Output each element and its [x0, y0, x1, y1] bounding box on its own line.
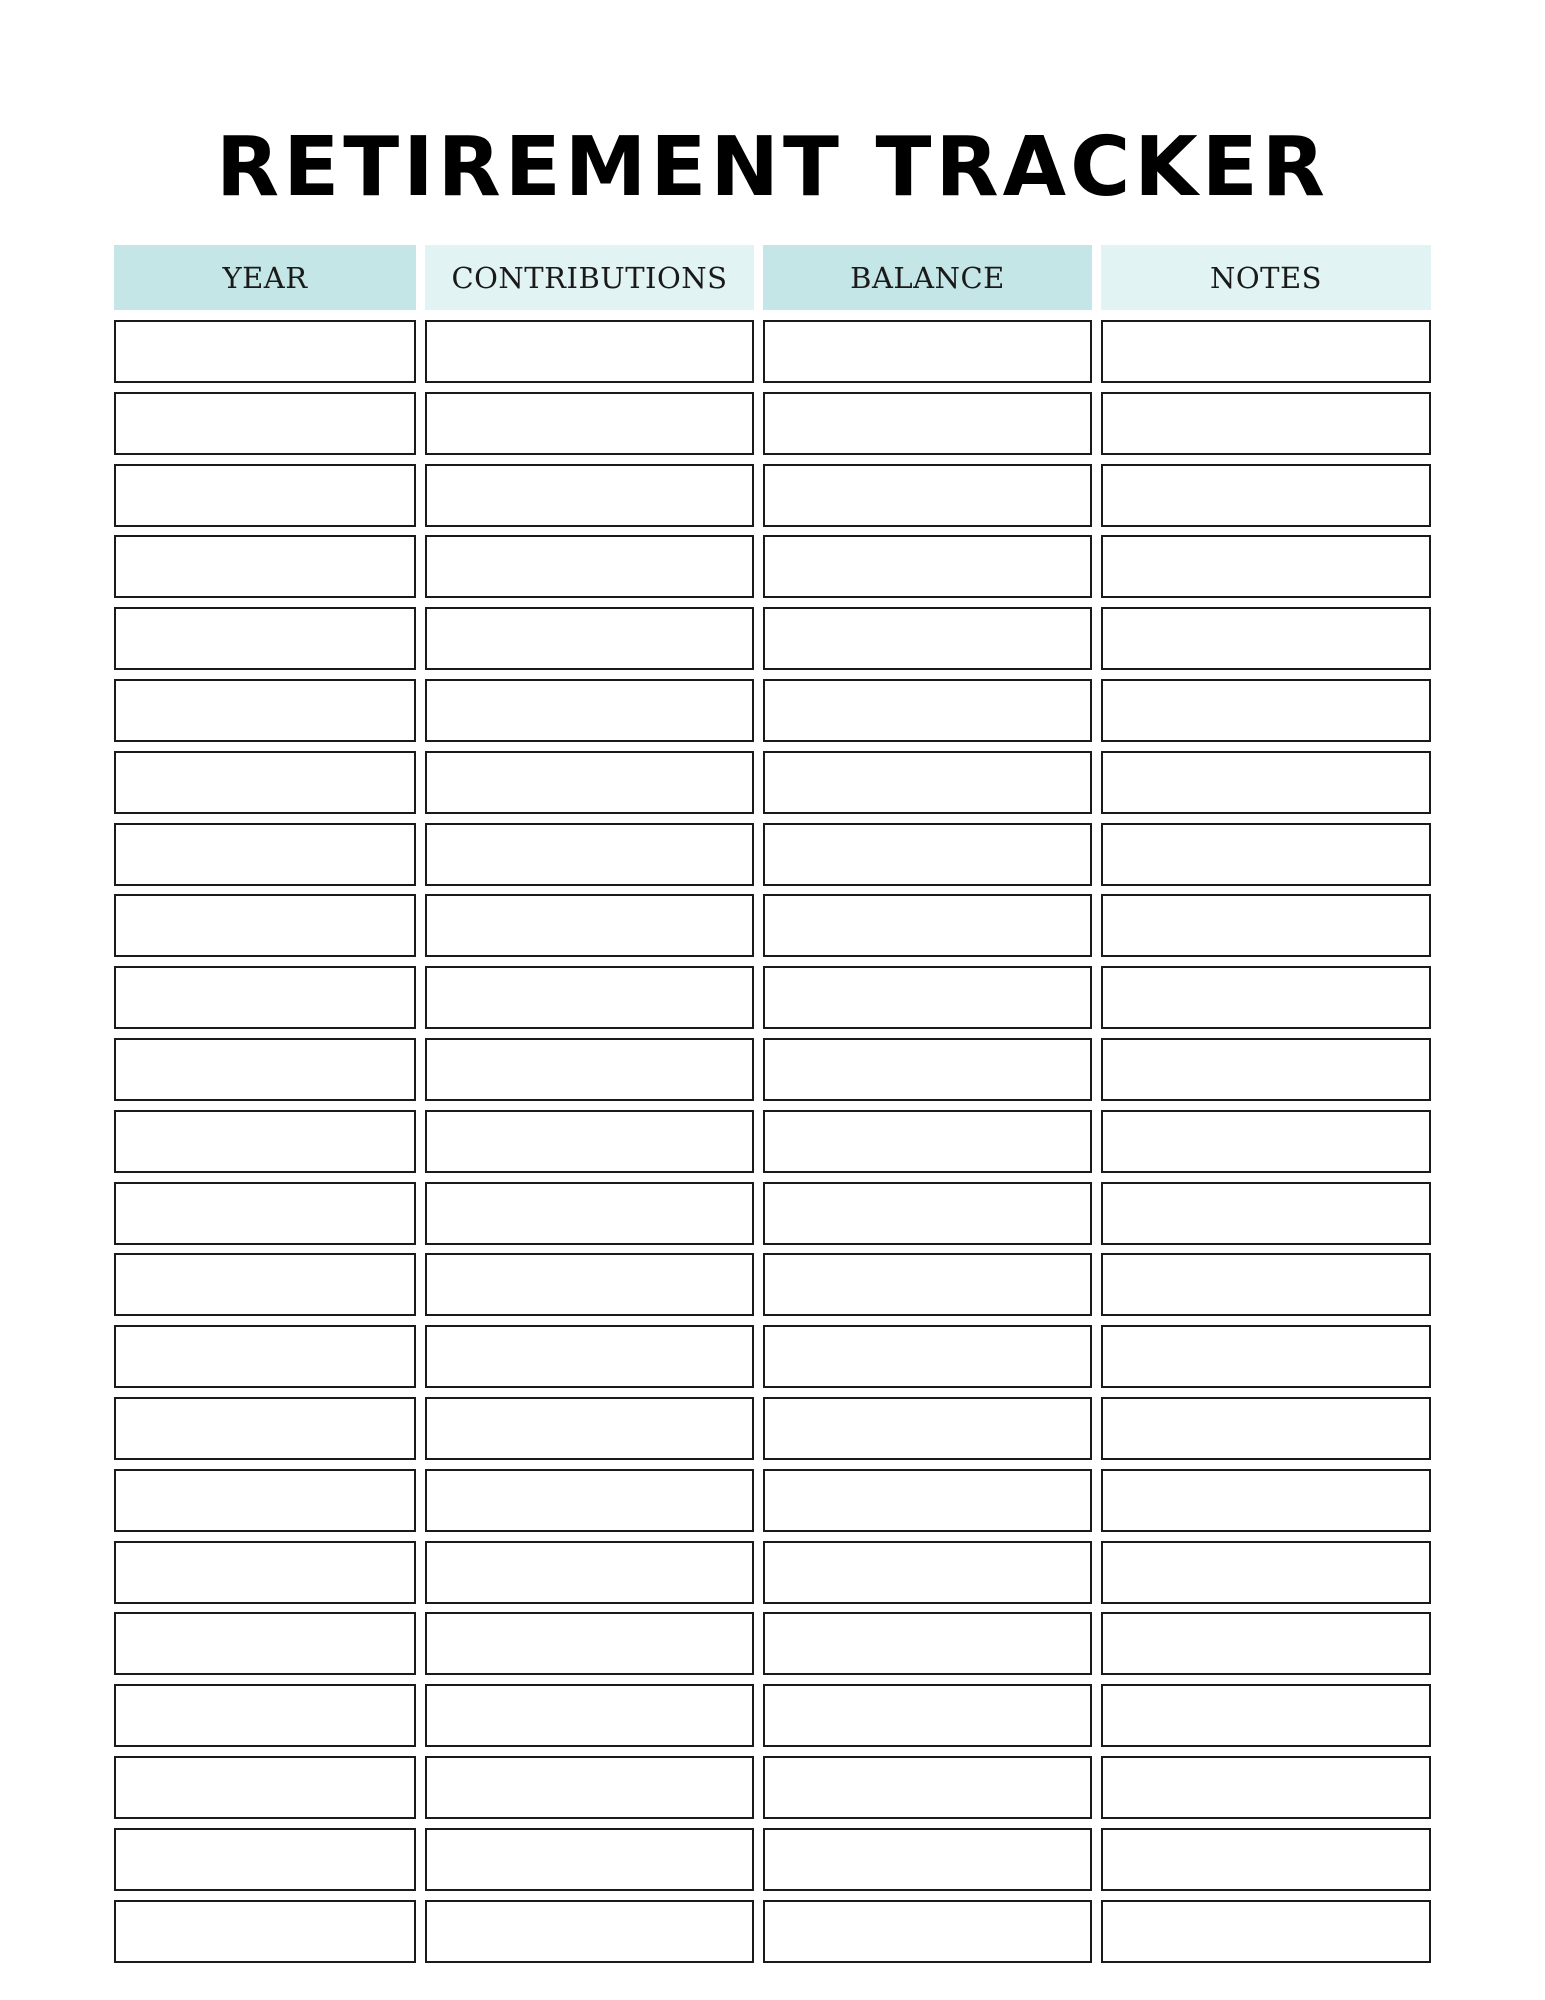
table-cell-contributions[interactable] — [425, 1253, 754, 1316]
table-cell-year[interactable] — [114, 1038, 416, 1101]
table-cell-notes[interactable] — [1101, 464, 1431, 527]
table-cell-notes[interactable] — [1101, 1038, 1431, 1101]
table-cell-balance[interactable] — [763, 1828, 1092, 1891]
table-cell-year[interactable] — [114, 1828, 416, 1891]
table-cell-contributions[interactable] — [425, 464, 754, 527]
table-cell-year[interactable] — [114, 966, 416, 1029]
table-cell-year[interactable] — [114, 1684, 416, 1747]
table-cell-year[interactable] — [114, 1182, 416, 1245]
column-header-notes: NOTES — [1101, 245, 1431, 310]
table-cell-contributions[interactable] — [425, 607, 754, 670]
table-cell-notes[interactable] — [1101, 1756, 1431, 1819]
column-header-balance: BALANCE — [763, 245, 1092, 310]
table-cell-balance[interactable] — [763, 679, 1092, 742]
table-cell-balance[interactable] — [763, 1110, 1092, 1173]
table-cell-year[interactable] — [114, 1469, 416, 1532]
table-cell-notes[interactable] — [1101, 1397, 1431, 1460]
table-cell-balance[interactable] — [763, 1469, 1092, 1532]
table-cell-balance[interactable] — [763, 823, 1092, 886]
table-cell-year[interactable] — [114, 1756, 416, 1819]
table-cell-contributions[interactable] — [425, 1469, 754, 1532]
table-cell-contributions[interactable] — [425, 1684, 754, 1747]
table-cell-contributions[interactable] — [425, 894, 754, 957]
table-cell-balance[interactable] — [763, 535, 1092, 598]
table-cell-year[interactable] — [114, 1325, 416, 1388]
table-cell-balance[interactable] — [763, 1038, 1092, 1101]
table-cell-balance[interactable] — [763, 1397, 1092, 1460]
table-cell-contributions[interactable] — [425, 1182, 754, 1245]
table-cell-notes[interactable] — [1101, 751, 1431, 814]
table-cell-contributions[interactable] — [425, 679, 754, 742]
table-cell-balance[interactable] — [763, 320, 1092, 383]
table-cell-notes[interactable] — [1101, 1253, 1431, 1316]
table-cell-notes[interactable] — [1101, 1684, 1431, 1747]
table-cell-year[interactable] — [114, 1397, 416, 1460]
table-cell-balance[interactable] — [763, 392, 1092, 455]
table-cell-contributions[interactable] — [425, 1038, 754, 1101]
table-cell-notes[interactable] — [1101, 392, 1431, 455]
table-cell-contributions[interactable] — [425, 1828, 754, 1891]
table-cell-year[interactable] — [114, 1612, 416, 1675]
table-cell-notes[interactable] — [1101, 320, 1431, 383]
table-cell-contributions[interactable] — [425, 1110, 754, 1173]
table-cell-notes[interactable] — [1101, 1110, 1431, 1173]
table-cell-balance[interactable] — [763, 1756, 1092, 1819]
table-cell-balance[interactable] — [763, 1541, 1092, 1604]
column-header-contributions: CONTRIBUTIONS — [425, 245, 754, 310]
table-cell-year[interactable] — [114, 823, 416, 886]
table-cell-balance[interactable] — [763, 1182, 1092, 1245]
table-cell-year[interactable] — [114, 392, 416, 455]
column-header-year: YEAR — [114, 245, 416, 310]
table-cell-contributions[interactable] — [425, 1756, 754, 1819]
table-cell-notes[interactable] — [1101, 823, 1431, 886]
table-cell-notes[interactable] — [1101, 1828, 1431, 1891]
table-cell-balance[interactable] — [763, 1612, 1092, 1675]
table-cell-balance[interactable] — [763, 1253, 1092, 1316]
table-cell-contributions[interactable] — [425, 823, 754, 886]
table-cell-balance[interactable] — [763, 1684, 1092, 1747]
table-cell-notes[interactable] — [1101, 966, 1431, 1029]
table-cell-contributions[interactable] — [425, 1325, 754, 1388]
table-cell-balance[interactable] — [763, 1325, 1092, 1388]
table-cell-contributions[interactable] — [425, 1900, 754, 1963]
table-cell-year[interactable] — [114, 1253, 416, 1316]
table-cell-notes[interactable] — [1101, 535, 1431, 598]
table-cell-contributions[interactable] — [425, 966, 754, 1029]
table-cell-contributions[interactable] — [425, 1397, 754, 1460]
table-cell-year[interactable] — [114, 607, 416, 670]
table-cell-balance[interactable] — [763, 464, 1092, 527]
page-title: RETIREMENT TRACKER — [216, 120, 1329, 215]
table-cell-notes[interactable] — [1101, 1612, 1431, 1675]
table-cell-notes[interactable] — [1101, 679, 1431, 742]
table-cell-balance[interactable] — [763, 894, 1092, 957]
table-cell-notes[interactable] — [1101, 1541, 1431, 1604]
table-cell-year[interactable] — [114, 464, 416, 527]
table-cell-year[interactable] — [114, 320, 416, 383]
table-cell-contributions[interactable] — [425, 392, 754, 455]
table-cell-contributions[interactable] — [425, 1541, 754, 1604]
table-cell-year[interactable] — [114, 894, 416, 957]
table-cell-balance[interactable] — [763, 1900, 1092, 1963]
table-cell-year[interactable] — [114, 1541, 416, 1604]
table-cell-notes[interactable] — [1101, 1900, 1431, 1963]
table-cell-notes[interactable] — [1101, 1325, 1431, 1388]
table-cell-notes[interactable] — [1101, 1469, 1431, 1532]
table-cell-balance[interactable] — [763, 966, 1092, 1029]
table-cell-balance[interactable] — [763, 607, 1092, 670]
table-cell-year[interactable] — [114, 751, 416, 814]
table-cell-contributions[interactable] — [425, 1612, 754, 1675]
table-cell-notes[interactable] — [1101, 607, 1431, 670]
table-cell-year[interactable] — [114, 679, 416, 742]
table-cell-year[interactable] — [114, 1110, 416, 1173]
table-cell-contributions[interactable] — [425, 320, 754, 383]
table-cell-notes[interactable] — [1101, 1182, 1431, 1245]
table-cell-contributions[interactable] — [425, 751, 754, 814]
table-cell-notes[interactable] — [1101, 894, 1431, 957]
table-cell-contributions[interactable] — [425, 535, 754, 598]
table-cell-year[interactable] — [114, 1900, 416, 1963]
table-cell-year[interactable] — [114, 535, 416, 598]
table-cell-balance[interactable] — [763, 751, 1092, 814]
